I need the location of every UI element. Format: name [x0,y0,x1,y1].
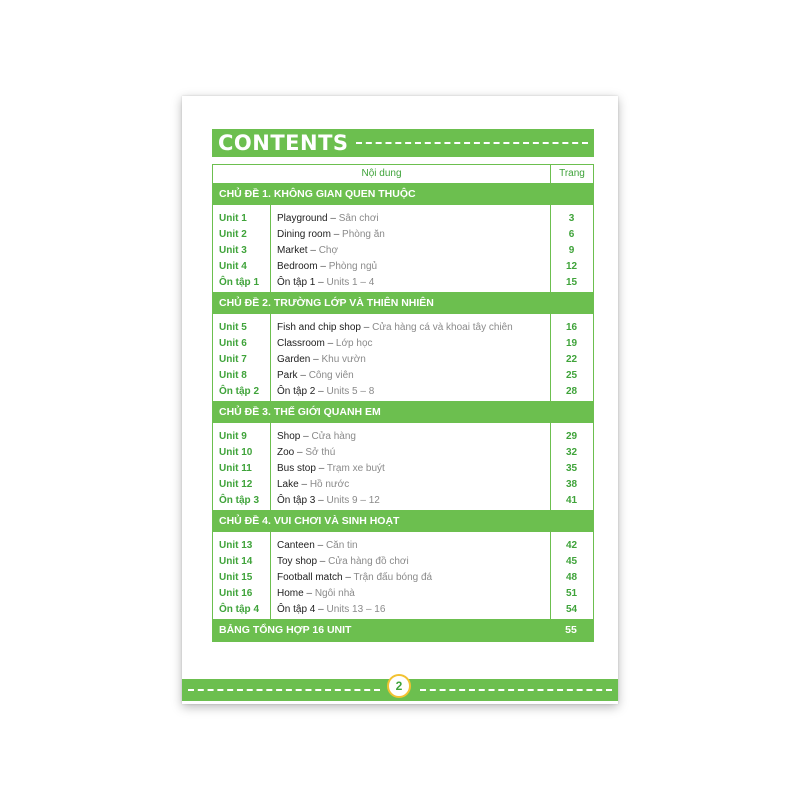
unit-title [277,211,379,227]
table-row [213,320,593,336]
unit-title [277,570,432,586]
unit-page: 51 [565,588,578,599]
unit-label: Ôn tập 4 [219,604,260,615]
title-separator: – [360,322,373,333]
unit-title [277,320,513,336]
table-row [213,586,593,602]
table-row [213,336,593,352]
unit-label: Unit 8 [219,370,247,381]
unit-title-vi: Hồ nước [309,479,350,490]
title-separator: – [315,277,327,288]
chapter-units [213,532,593,619]
table-row [213,352,593,368]
title-dashed-line [356,142,588,144]
unit-page: 42 [565,540,578,551]
title-separator: – [330,229,343,240]
unit-title [277,554,409,570]
unit-title-en: Toy shop [277,556,318,567]
title-separator: – [303,588,315,599]
unit-title-vi: Units 1 – 4 [326,277,375,288]
title-separator: – [294,447,306,458]
unit-page: 41 [565,495,578,506]
unit-title-en: Bedroom [277,261,318,272]
title-separator: – [315,604,327,615]
unit-title [277,493,380,509]
contents-title-bar [212,129,594,157]
footer-dashed-line-left [188,689,380,691]
unit-title [277,384,374,400]
unit-page: 12 [565,261,578,272]
unit-title-vi: Cửa hàng đồ chơi [328,556,409,567]
unit-title [277,336,373,352]
unit-title-vi: Lớp học [335,338,373,349]
unit-label: Unit 11 [219,463,252,474]
unit-title-vi: Units 9 – 12 [326,495,380,506]
summary-title: BẢNG TỔNG HỢP 16 UNIT [219,624,352,636]
book-page [182,96,618,704]
table-row [213,243,593,259]
table-row [213,368,593,384]
contents-table [212,164,594,642]
unit-page: 6 [568,229,575,240]
unit-title-en: Market [277,245,308,256]
unit-page: 16 [565,322,578,333]
chapter-heading: CHỦ ĐỀ 2. TRƯỜNG LỚP VÀ THIÊN NHIÊN [213,292,593,314]
unit-label: Unit 3 [219,245,247,256]
unit-page: 22 [565,354,578,365]
title-separator: – [310,354,322,365]
unit-title [277,445,335,461]
chapter-units [213,423,593,510]
unit-page: 25 [565,370,578,381]
unit-label: Unit 10 [219,447,253,458]
header-page: Trang [550,165,593,183]
unit-label: Unit 2 [219,229,247,240]
unit-label: Unit 4 [219,261,247,272]
unit-title-en: Ôn tập 3 [277,495,316,506]
table-row [213,570,593,586]
title-separator: – [315,495,327,506]
title-separator: – [314,540,326,551]
unit-label: Unit 9 [219,431,247,442]
title-separator: – [297,370,309,381]
table-row [213,477,593,493]
title-separator: – [298,479,310,490]
unit-title-vi: Căn tin [325,540,358,551]
unit-title-vi: Ngôi nhà [314,588,355,599]
unit-title [277,368,354,384]
unit-title-vi: Chợ [318,245,339,256]
title-separator: – [315,386,327,397]
unit-label: Ôn tập 3 [219,495,260,506]
unit-page: 38 [565,479,578,490]
unit-label: Unit 7 [219,354,247,365]
unit-title-vi: Units 13 – 16 [326,604,386,615]
unit-title-en: Fish and chip shop [277,322,361,333]
title-separator: – [307,245,319,256]
unit-title-en: Home [277,588,304,599]
title-separator: – [317,556,329,567]
unit-title-en: Park [277,370,298,381]
title-separator: – [324,338,336,349]
unit-page: 48 [565,572,578,583]
footer-dashed-line-right [420,689,612,691]
unit-title [277,429,356,445]
unit-page: 28 [565,386,578,397]
unit-title-en: Playground [277,213,328,224]
unit-title-vi: Sở thú [305,447,336,458]
unit-title-en: Shop [277,431,301,442]
title-separator: – [300,431,312,442]
chapter-heading: CHỦ ĐỀ 3. THẾ GIỚI QUANH EM [213,401,593,423]
table-row [213,259,593,275]
unit-label: Unit 5 [219,322,247,333]
unit-page: 54 [565,604,578,615]
table-row [213,445,593,461]
table-row [213,211,593,227]
unit-title-vi: Sân chơi [338,213,379,224]
title-separator: – [342,572,354,583]
unit-label: Unit 15 [219,572,253,583]
table-row [213,429,593,445]
unit-title-en: Garden [277,354,311,365]
unit-title-vi: Trạm xe buýt [326,463,385,474]
chapter-units [213,314,593,401]
unit-title-en: Classroom [277,338,325,349]
unit-title [277,275,374,291]
unit-label: Unit 16 [219,588,253,599]
unit-label: Unit 14 [219,556,253,567]
unit-title [277,602,385,618]
unit-title [277,538,358,554]
unit-title [277,586,355,602]
unit-title-vi: Cửa hàng cá và khoai tây chiên [372,322,513,333]
title-separator: – [327,213,339,224]
table-row [213,538,593,554]
unit-title-en: Bus stop [277,463,316,474]
table-row [213,275,593,291]
unit-label: Unit 1 [219,213,247,224]
unit-label: Unit 6 [219,338,247,349]
unit-page: 32 [565,447,578,458]
unit-title-en: Dining room [277,229,331,240]
unit-label: Unit 13 [219,540,253,551]
unit-page: 29 [565,431,578,442]
summary-page: 55 [565,624,577,636]
unit-title-vi: Trận đấu bóng đá [353,572,433,583]
chapters-container [213,183,593,619]
unit-title-en: Zoo [277,447,295,458]
unit-label: Ôn tập 1 [219,277,260,288]
table-row [213,554,593,570]
unit-page: 15 [565,277,578,288]
unit-title [277,352,366,368]
table-row [213,493,593,509]
table-row [213,461,593,477]
unit-title-vi: Công viên [308,370,354,381]
table-row [213,227,593,243]
unit-page: 35 [565,463,578,474]
contents-title: CONTENTS [218,131,349,155]
unit-title-en: Canteen [277,540,315,551]
unit-title-en: Ôn tập 1 [277,277,316,288]
unit-title [277,227,385,243]
table-row [213,602,593,618]
unit-title-en: Ôn tập 2 [277,386,316,397]
unit-title-vi: Khu vườn [321,354,366,365]
unit-title-vi: Cửa hàng [311,431,356,442]
unit-title-en: Football match [277,572,343,583]
unit-title [277,259,377,275]
unit-title-vi: Units 5 – 8 [326,386,375,397]
chapter-units [213,205,593,292]
unit-title-en: Lake [277,479,299,490]
unit-title-vi: Phòng ăn [342,229,385,240]
chapter-heading: CHỦ ĐỀ 4. VUI CHƠI VÀ SINH HOẠT [213,510,593,532]
chapter-heading: CHỦ ĐỀ 1. KHÔNG GIAN QUEN THUỘC [213,183,593,205]
table-row [213,384,593,400]
unit-page: 45 [565,556,578,567]
header-content: Nội dung [361,168,402,179]
title-separator: – [315,463,327,474]
unit-page: 19 [565,338,578,349]
title-separator: – [317,261,329,272]
unit-title-en: Ôn tập 4 [277,604,316,615]
unit-label: Unit 12 [219,479,253,490]
page-number-badge: 2 [387,674,411,698]
table-header [213,165,593,183]
unit-title [277,243,338,259]
unit-label: Ôn tập 2 [219,386,260,397]
unit-page: 3 [568,213,575,224]
unit-title [277,477,349,493]
unit-title-vi: Phòng ngủ [328,261,378,272]
unit-title [277,461,385,477]
unit-page: 9 [568,245,575,256]
summary-row [213,619,593,641]
